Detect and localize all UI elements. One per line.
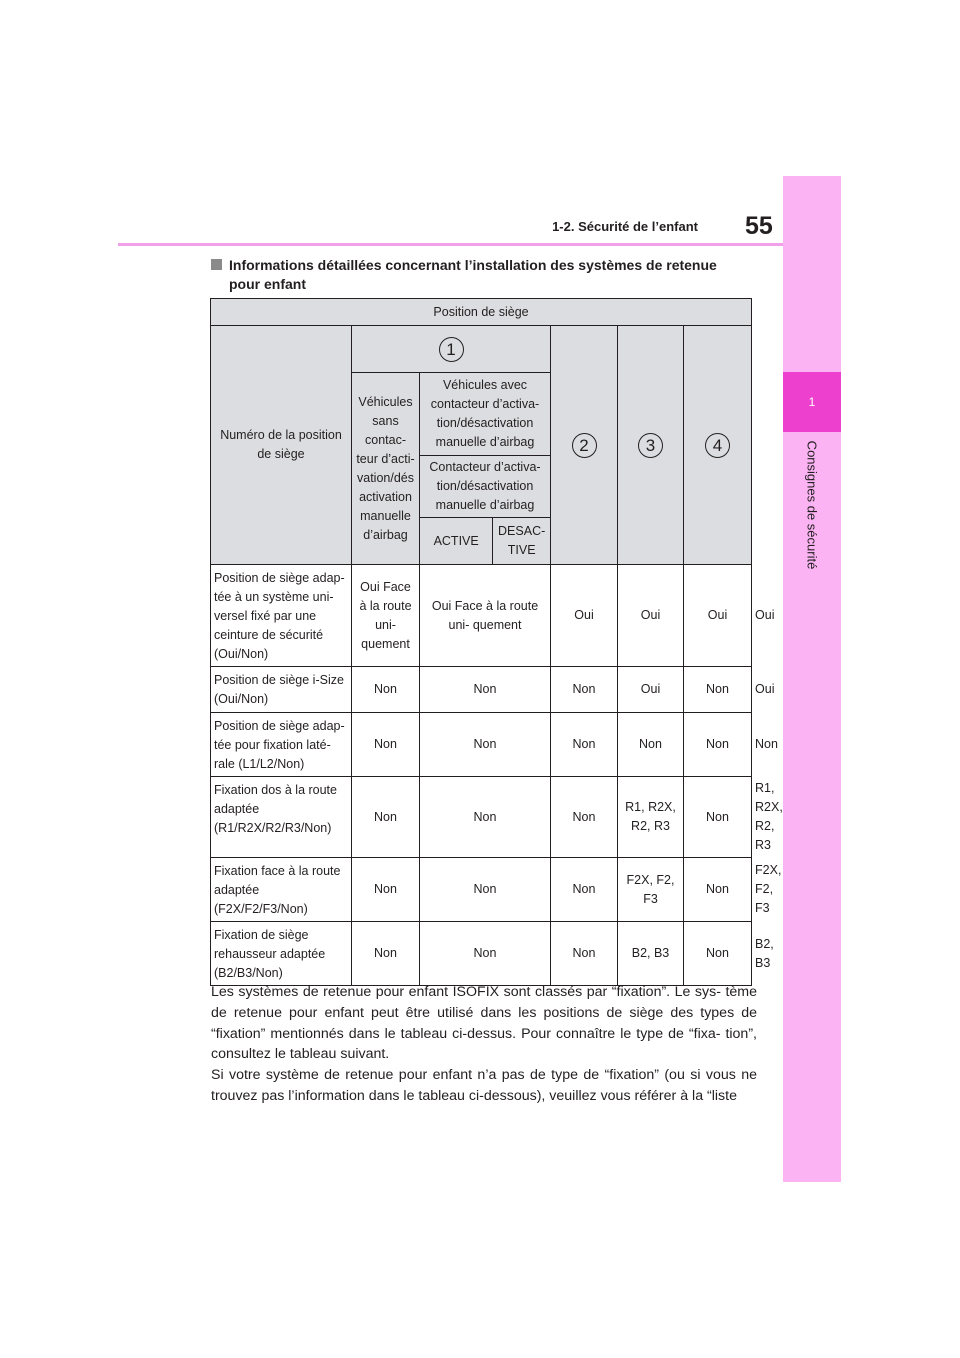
table-cell: F2X, F2, F3 (618, 858, 684, 922)
table-cell: Non (352, 777, 420, 858)
row-label: Position de siège adap- tée à un système uni- versel fixé par une ceinture de sécurité (Oui/Non) (211, 565, 352, 667)
table-row: Fixation dos à la route adaptée (R1/R2X/R2/R3/Non) Non Non Non R1, R2X, R2, R3 Non R1, R2X, R2, R3 (211, 777, 752, 858)
row-label: Position de siège adap- tée pour fixation laté- rale (L1/L2/Non) (211, 713, 352, 777)
table-cell: Non (551, 713, 618, 777)
seat-2-number: 2 (572, 433, 597, 458)
seat-number-label: Numéro de la position de siège (211, 326, 352, 565)
subheader-with-switch: Véhicules avec contacteur d’activa- tion/désactivation manuelle d’airbag (420, 373, 551, 456)
table-row: Fixation face à la route adaptée (F2X/F2/F3/Non) Non Non Non F2X, F2, F3 Non F2X, F2, F3 (211, 858, 752, 922)
table-cell: Non (352, 922, 420, 986)
section-heading (211, 256, 751, 294)
table-row: Fixation de siège rehausseur adaptée (B2/B3/Non) Non Non Non B2, B3 Non B2, B3 (211, 922, 752, 986)
table-cell: Non (352, 713, 420, 777)
seat-1-number: 1 (439, 337, 464, 362)
subheader-no-switch: Véhicules sans contac- teur d’acti- vation/dés activation manuelle d’airbag (352, 373, 420, 565)
table-cell: Non (420, 858, 551, 922)
chapter-tab[interactable] (783, 372, 841, 432)
paragraph: Si votre système de retenue pour enfant n’a pas de type de “fixation” (ou si vous ne trouvez pas l’information dans le tableau ci-dessous), veuillez vous référer à la “liste (211, 1067, 757, 1104)
table-row: Position de siège adap- tée pour fixation laté- rale (L1/L2/Non) Non Non Non Non Non Non (211, 713, 752, 777)
table-cell: Non (352, 667, 420, 713)
table-cell: Non (420, 922, 551, 986)
subheader-active-desactive (420, 518, 551, 565)
body-text (211, 982, 757, 1107)
table-cell: Non (551, 922, 618, 986)
table-cell: Non (352, 858, 420, 922)
table-row: Position de siège i-Size (Oui/Non) Non Non Non Oui Non Oui (211, 667, 752, 713)
subheader-switch: Contacteur d’activa- tion/désactivation manuelle d’airbag (420, 456, 551, 518)
section-title: 1-2. Sécurité de l’enfant (552, 219, 698, 234)
active-label: ACTIVE (420, 518, 493, 564)
desactive-label: DESAC- TIVE (498, 524, 546, 557)
table-cell: R1, R2X, R2, R3 (618, 777, 684, 858)
seat-4-number: 4 (705, 433, 730, 458)
seat-3-number: 3 (638, 433, 663, 458)
table-cell: Non (618, 713, 684, 777)
table-cell: Oui (551, 565, 618, 667)
row-label: Fixation face à la route adaptée (F2X/F2/F3/Non) (211, 858, 352, 922)
table-cell: Oui (618, 667, 684, 713)
table-cell: Oui (684, 565, 752, 667)
table-cell: Oui Face à la route uni- quement (352, 565, 420, 667)
table-cell: B2, B3 (618, 922, 684, 986)
table-cell: Non (684, 922, 752, 986)
table-cell: Non (684, 858, 752, 922)
position-header: Position de siège (211, 299, 752, 326)
table-cell: Non (551, 858, 618, 922)
seat-2-header (551, 326, 618, 565)
table-cell: Non (684, 713, 752, 777)
seat-position-table (210, 298, 783, 986)
page-number: 55 (745, 212, 773, 240)
table-cell: Oui (618, 565, 684, 667)
chapter-number: 1 (808, 395, 816, 409)
table-cell: Non (420, 667, 551, 713)
seat-3-header (618, 326, 684, 565)
square-bullet-icon (211, 259, 222, 270)
row-label: Position de siège i-Size (Oui/Non) (211, 667, 352, 713)
row-label: Fixation de siège rehausseur adaptée (B2/B3/Non) (211, 922, 352, 986)
table-row: Position de siège adap- tée à un système uni- versel fixé par une ceinture de sécurité (Oui/Non) Oui Face à la route uni- quement Oui Face à la route uni- quement Oui Oui Oui Oui (211, 565, 752, 667)
table-cell: Non (551, 777, 618, 858)
heading-text: Informations détaillées concernant l’installation des systèmes de retenue pour enfant (229, 257, 717, 292)
row-label: Fixation dos à la route adaptée (R1/R2X/R2/R3/Non) (211, 777, 352, 858)
table-cell: Non (420, 713, 551, 777)
seat-4-header (684, 326, 752, 565)
table-cell: Non (420, 777, 551, 858)
side-band (783, 176, 841, 1182)
table-cell: Non (684, 777, 752, 858)
paragraph: Les systèmes de retenue pour enfant ISOFIX sont classés par “fixation”. Le sys- tème de retenue pour enfant peut être utilisé dans les positions de siège des types de “fixation” mentionnés dans le tableau ci-dessus. Pour connaître le type de “fixa- tion”, consultez le tableau suivant. (211, 984, 757, 1063)
seat-1-header (352, 326, 551, 373)
table-cell: Non (684, 667, 752, 713)
header-rule (118, 243, 783, 246)
chapter-label: Consignes de sécurité (804, 440, 820, 570)
table-cell: Non (551, 667, 618, 713)
table-cell: Oui Face à la route uni- quement (420, 565, 551, 667)
